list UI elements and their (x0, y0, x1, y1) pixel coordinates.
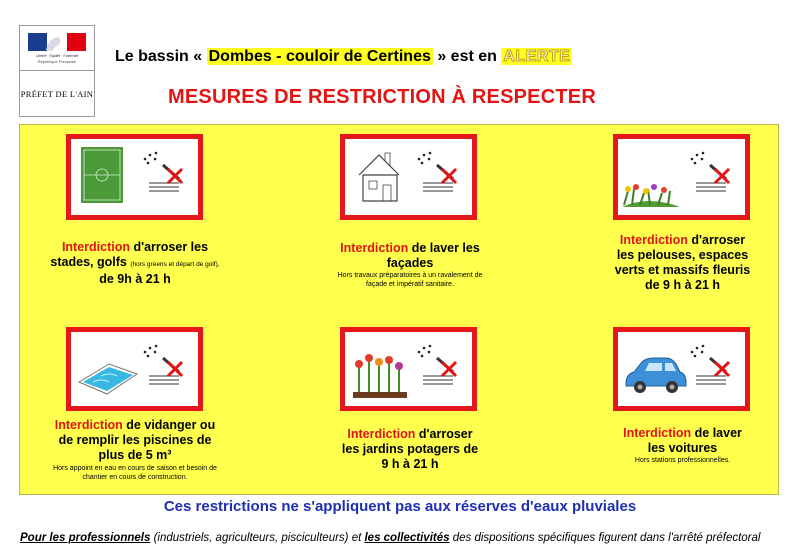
hose-icon (418, 152, 456, 191)
restriction-2-note2: façade et impératif sanitaire. (366, 281, 454, 288)
restriction-6-note (590, 456, 775, 465)
hose-icon (144, 345, 182, 384)
restriction-6-prefix: Interdiction (623, 426, 692, 440)
house-icon (345, 139, 472, 215)
restriction-5-prefix: Interdiction (347, 427, 416, 441)
restriction-1-small: (hors greens et départ de golf), (130, 261, 220, 268)
restriction-1-line2: stades, golfs (50, 255, 131, 269)
republic-label: République Française (37, 60, 77, 64)
restriction-3-line1: d'arroser (687, 233, 746, 247)
restriction-2-line1: de laver les (408, 241, 480, 255)
restriction-4-line3: plus de 5 m³ (98, 448, 172, 462)
restriction-4-line1: de vidanger ou (122, 418, 216, 432)
restriction-4-note1: Hors appoint en eau en cours de saison et besoin de (53, 465, 217, 472)
football-field-icon (71, 139, 198, 215)
hose-icon (691, 152, 729, 191)
restriction-5-line2: les jardins potagers de (341, 442, 479, 456)
alert-level-badge: ALERTE (503, 48, 571, 65)
restriction-4-line2: de remplir les piscines de (58, 433, 212, 447)
restriction-3-line2: les pelouses, espaces (616, 248, 749, 262)
restriction-6-caption (590, 426, 775, 456)
restriction-2-note (310, 271, 510, 289)
vegetable-garden-icon (345, 332, 472, 406)
restriction-4-caption (20, 418, 250, 463)
professionals-note (20, 532, 760, 544)
restriction-5-line1: d'arroser (415, 427, 473, 441)
page-title: MESURES DE RESTRICTION À RESPECTER (168, 86, 596, 108)
restriction-3-caption (590, 233, 775, 293)
republic-motto: Liberté · Égalité · Fraternité (35, 54, 79, 58)
restriction-2-prefix: Interdiction (340, 241, 409, 255)
prefecture-logo (19, 25, 95, 117)
restriction-4-note (20, 464, 250, 482)
restriction-3-line3: verts et massifs fleuris (614, 263, 751, 277)
restriction-3-line4: de 9 h à 21 h (644, 278, 721, 292)
headline-prefix: Le bassin « (115, 48, 203, 65)
restriction-6-pictogram (613, 327, 750, 411)
restriction-2-pictogram (340, 134, 477, 220)
hose-icon (144, 152, 182, 191)
french-flag-icon (28, 33, 86, 51)
restriction-2-note1: Hors travaux préparatoires à un ravalement de (337, 272, 483, 279)
restriction-2-line2: façades (386, 256, 434, 270)
restriction-2-caption (310, 241, 510, 271)
restriction-5-pictogram (340, 327, 477, 411)
restriction-4-pictogram (66, 327, 203, 411)
collectivities-detail: des dispositions spécifiques figurent dans l'arrêté préfectoral (449, 532, 761, 544)
professionals-detail: (industriels, agriculteurs, pisciculteurs) et (150, 532, 365, 544)
rainwater-exception-note: Ces restrictions ne s'appliquent pas aux réserves d'eaux pluviales (163, 498, 637, 515)
restriction-5-line3: 9 h à 21 h (381, 457, 439, 471)
flowers-icon (618, 139, 745, 215)
restriction-4-note2: chantier en cours de construction. (82, 474, 188, 481)
collectivities-label: les collectivités (364, 532, 450, 544)
professionals-label: Pour les professionnels (20, 532, 151, 544)
restriction-3-prefix: Interdiction (619, 233, 688, 247)
restriction-4-prefix: Interdiction (54, 418, 123, 432)
hose-icon (418, 345, 456, 384)
restriction-1-caption (30, 240, 240, 287)
restriction-1-line1: d'arroser les (130, 240, 209, 254)
headline-middle: » est en (437, 48, 497, 65)
restriction-1-pictogram (66, 134, 203, 220)
restriction-5-caption (310, 427, 510, 472)
car-icon (618, 332, 745, 406)
prefect-label: PRÉFET DE L'AIN (20, 89, 94, 99)
hose-icon (691, 345, 729, 384)
restriction-1-line3: de 9h à 21 h (99, 272, 171, 286)
swimming-pool-icon (71, 332, 198, 406)
restriction-6-note1: Hors stations professionnelles. (634, 457, 731, 464)
marianne-logo (20, 26, 94, 71)
basin-name: Dombes - couloir de Certines (208, 48, 431, 65)
restriction-1-prefix: Interdiction (61, 240, 131, 254)
restriction-6-line1: de laver (691, 426, 742, 440)
alert-headline (115, 48, 572, 66)
restriction-6-line2: les voitures (647, 441, 718, 455)
restriction-3-pictogram (613, 134, 750, 220)
